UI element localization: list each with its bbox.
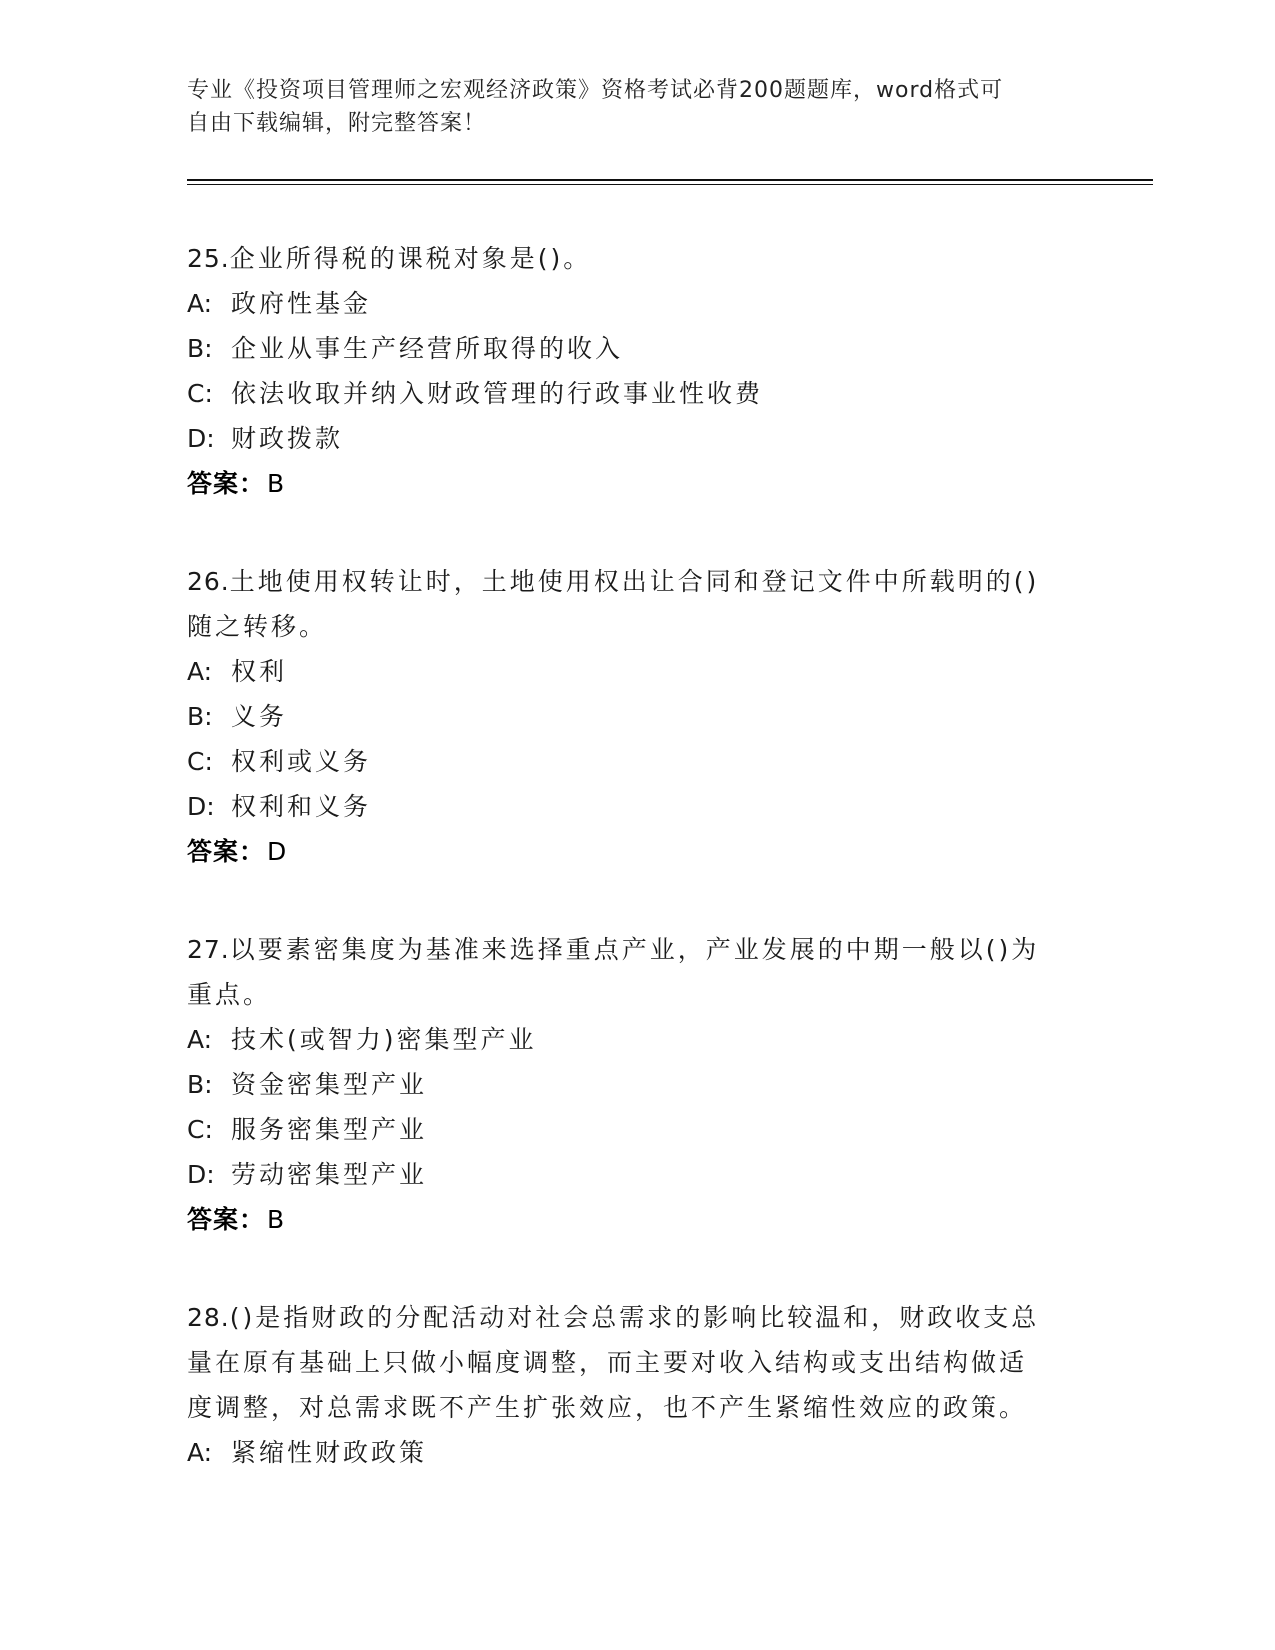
answer-value: D <box>267 837 288 866</box>
question-text <box>187 927 1067 972</box>
option-a <box>187 1430 1067 1475</box>
option-b <box>187 326 1067 371</box>
answer-label: 答案： <box>187 837 266 866</box>
option-key: A: <box>187 657 213 686</box>
option-d <box>187 416 1067 461</box>
question-26 <box>187 559 1067 874</box>
question-text <box>187 236 1067 281</box>
question-25 <box>187 236 1067 506</box>
question-number: 25. <box>187 244 230 273</box>
option-key: C: <box>187 747 213 776</box>
option-text: 义务 <box>231 702 288 731</box>
answer-label: 答案： <box>187 469 266 498</box>
question-body: 以要素密集度为基准来选择重点产业，产业发展的中期一般以()为 <box>229 935 1040 964</box>
option-a <box>187 281 1067 326</box>
header-divider-bottom <box>187 184 1153 185</box>
answer-label: 答案： <box>187 1205 266 1234</box>
option-key: D: <box>187 792 215 821</box>
answer-value: B <box>267 1205 286 1234</box>
option-key: B: <box>187 1070 213 1099</box>
option-d <box>187 784 1067 829</box>
option-key: A: <box>187 1438 213 1467</box>
option-text: 权利 <box>231 657 288 686</box>
option-c <box>187 371 1067 416</box>
question-text-continued: 量在原有基础上只做小幅度调整，而主要对收入结构或支出结构做适 <box>187 1348 1028 1377</box>
option-key: B: <box>187 334 213 363</box>
option-text: 依法收取并纳入财政管理的行政事业性收费 <box>231 379 764 408</box>
answer-line <box>187 1197 1067 1242</box>
header-divider-top <box>187 179 1153 181</box>
option-key: A: <box>187 289 213 318</box>
question-body: 企业所得税的课税对象是()。 <box>229 244 592 273</box>
option-key: B: <box>187 702 213 731</box>
option-text: 技术(或智力)密集型产业 <box>231 1025 537 1054</box>
option-text: 资金密集型产业 <box>231 1070 428 1099</box>
answer-value: B <box>267 469 286 498</box>
option-text: 劳动密集型产业 <box>231 1160 428 1189</box>
option-key: D: <box>187 1160 215 1189</box>
option-text: 政府性基金 <box>231 289 372 318</box>
option-a <box>187 1017 1067 1062</box>
option-text: 权利或义务 <box>231 747 372 776</box>
question-text <box>187 559 1067 604</box>
option-text: 紧缩性财政政策 <box>231 1438 428 1467</box>
option-text: 财政拨款 <box>231 424 344 453</box>
question-body: ()是指财政的分配活动对社会总需求的影响比较温和，财政收支总 <box>229 1303 1040 1332</box>
question-list <box>187 236 1067 1528</box>
header-line-1: 专业《投资项目管理师之宏观经济政策》资格考试必背200题题库，word格式可 <box>187 78 1004 103</box>
question-body: 土地使用权转让时，土地使用权出让合同和登记文件中所载明的() <box>229 567 1040 596</box>
option-key: C: <box>187 379 213 408</box>
option-key: A: <box>187 1025 213 1054</box>
option-key: C: <box>187 1115 213 1144</box>
option-d <box>187 1152 1067 1197</box>
question-number: 28. <box>187 1303 230 1332</box>
question-text <box>187 1295 1067 1340</box>
option-text: 服务密集型产业 <box>231 1115 428 1144</box>
answer-line <box>187 829 1067 874</box>
option-text: 权利和义务 <box>231 792 372 821</box>
option-b <box>187 694 1067 739</box>
answer-line <box>187 461 1067 506</box>
document-header <box>187 74 1067 140</box>
option-text: 企业从事生产经营所取得的收入 <box>231 334 624 363</box>
option-key: D: <box>187 424 215 453</box>
question-text-continued: 随之转移。 <box>187 612 328 641</box>
option-c <box>187 1107 1067 1152</box>
question-text-continued-2: 度调整，对总需求既不产生扩张效应，也不产生紧缩性效应的政策。 <box>187 1393 1028 1422</box>
question-27 <box>187 927 1067 1242</box>
question-number: 27. <box>187 935 230 964</box>
option-b <box>187 1062 1067 1107</box>
option-c <box>187 739 1067 784</box>
question-number: 26. <box>187 567 230 596</box>
question-text-continued: 重点。 <box>187 980 272 1009</box>
question-28 <box>187 1295 1067 1475</box>
header-line-2: 自由下载编辑，附完整答案！ <box>187 111 487 136</box>
option-a <box>187 649 1067 694</box>
